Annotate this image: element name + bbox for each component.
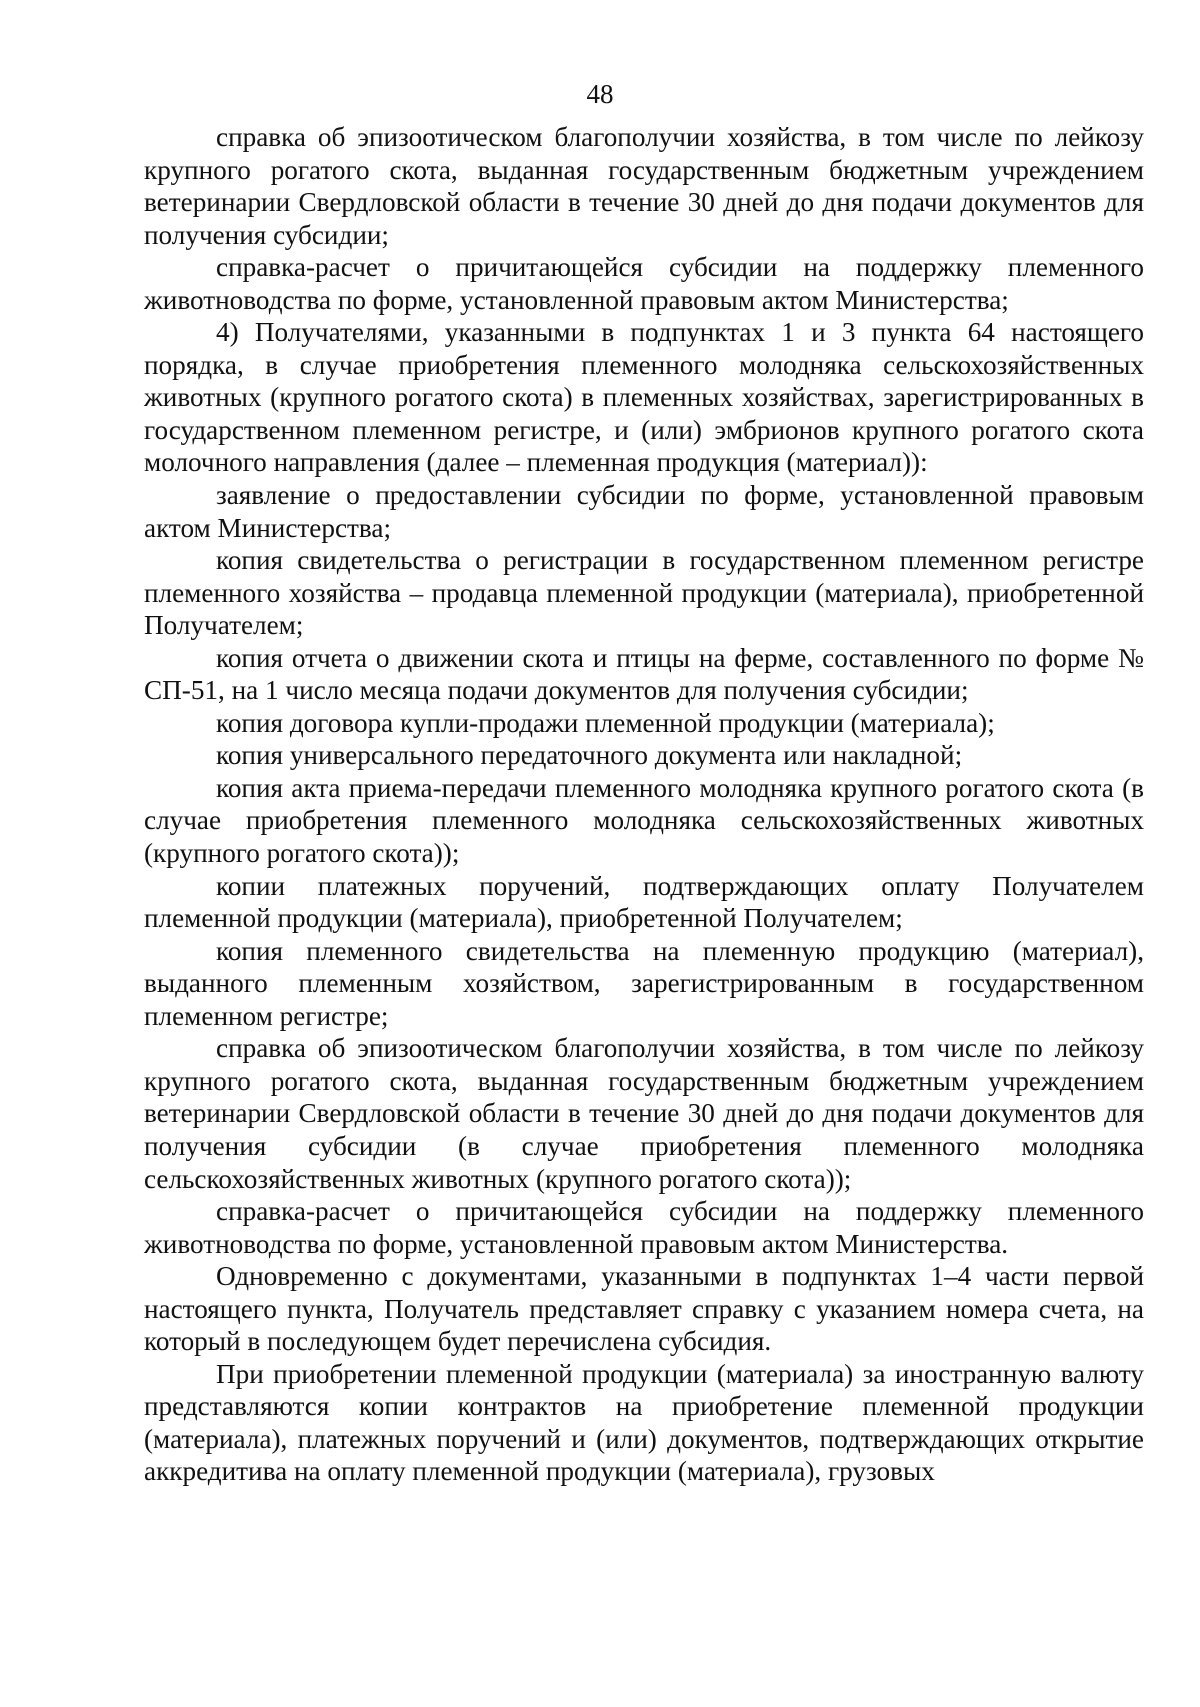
paragraph: копия свидетельства о регистрации в государственном племенном регистре племенного хозяйства – продавца племенной продукции (материала), приобретенной Получателем;: [144, 545, 1144, 641]
paragraph: копия отчета о движении скота и птицы на ферме, составленного по форме № СП-51, на 1 число месяца подачи документов для получения субсидии;: [144, 642, 1144, 706]
paragraph: справка-расчет о причитающейся субсидии на поддержку племенного животноводства по форме, установленной правовым актом Министерства.: [144, 1196, 1144, 1259]
paragraph: заявление о предоставлении субсидии по форме, установленной правовым актом Министерства;: [144, 480, 1144, 543]
paragraph: копии платежных поручений, подтверждающих оплату Получателем племенной продукции (материала), приобретенной Получателем;: [144, 870, 1144, 934]
paragraph: Одновременно с документами, указанными в подпунктах 1–4 части первой настоящего пункта, Получатель представляет справку с указанием номера счета, на который в последующем будет перечислена субсидия.: [144, 1261, 1144, 1357]
paragraph: копия акта приема-передачи племенного молодняка крупного рогатого скота (в случае приобретения племенного молодняка сельскохозяйственных животных (крупного рогатого скота));: [144, 772, 1144, 869]
document-body: [144, 121, 1144, 1488]
paragraph: справка об эпизоотическом благополучии хозяйства, в том числе по лейкозу крупного рогатого скота, выданная государственным бюджетным учреждением ветеринарии Свердловской области в течение 30 дней до дня подачи документов для получения субсидии (в случае приобретения племенного молодняка сельскохозяйственных животных (крупного рогатого скота));: [144, 1033, 1144, 1194]
paragraph: 4) Получателями, указанными в подпунктах 1 и 3 пункта 64 настоящего порядка, в случае приобретения племенного молодняка сельскохозяйственных животных (крупного рогатого скота) в племенных хозяйствах, зарегистрированных в государственном племенном регистре, и (или) эмбрионов крупного рогатого скота молочного направления (далее – племенная продукция (материал)):: [144, 317, 1144, 478]
paragraph: копия универсального передаточного документа или накладной;: [216, 740, 963, 771]
paragraph: справка об эпизоотическом благополучии хозяйства, в том числе по лейкозу крупного рогатого скота, выданная государственным бюджетным учреждением ветеринарии Свердловской области в течение 30 дней до дня подачи документов для получения субсидии;: [144, 122, 1144, 250]
paragraph: копия племенного свидетельства на племенную продукцию (материал), выданного племенным хозяйством, зарегистрированным в государственном племенном регистре;: [144, 935, 1144, 1031]
paragraph: копия договора купли-продажи племенной продукции (материала);: [216, 707, 995, 738]
paragraph: справка-расчет о причитающейся субсидии на поддержку племенного животноводства по форме, установленной правовым актом Министерства;: [144, 252, 1144, 315]
page-number: 48: [586, 79, 614, 109]
paragraph: При приобретении племенной продукции (материала) за иностранную валюту представляются копии контрактов на приобретение племенной продукции (материала), платежных поручений и (или) документов, подтверждающих открытие аккредитива на оплату племенной продукции (материала), грузовых: [144, 1358, 1144, 1487]
